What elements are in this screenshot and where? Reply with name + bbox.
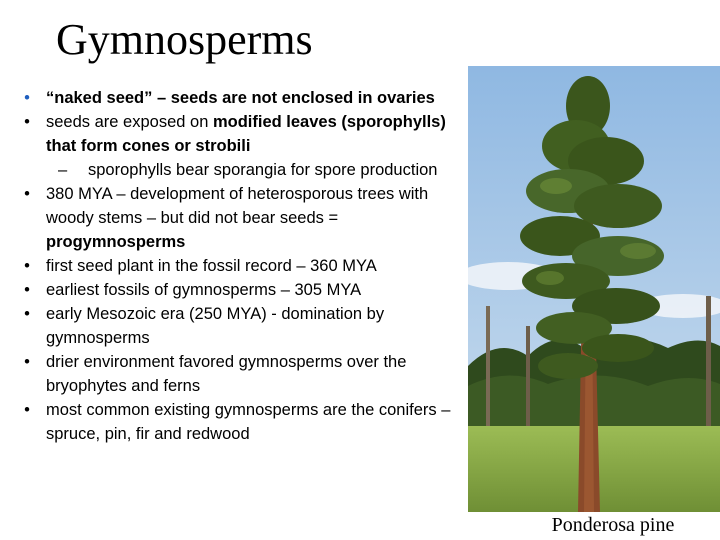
bullet-item: [14, 278, 454, 302]
bullet-item: [14, 86, 454, 110]
bullet-marker: •: [24, 185, 30, 203]
bullet-text: drier environment favored gymnosperms over the bryophytes and ferns: [46, 353, 407, 395]
bullet-text: modified leaves (sporophylls) that form cones or strobili: [46, 113, 446, 155]
bullet-marker: •: [24, 89, 30, 107]
dash-marker: –: [58, 161, 68, 179]
bullet-text: most common existing gymnosperms are the conifers – spruce, pin, fir and redwood: [46, 401, 451, 443]
bullet-text: sporophylls bear sporangia for spore production: [88, 161, 438, 179]
bullet-item: [14, 350, 454, 398]
bullet-text: earliest fossils of gymnosperms – 305 MYA: [46, 281, 362, 299]
bullet-marker: •: [24, 257, 30, 275]
bullet-text: seeds are exposed on: [46, 113, 213, 131]
bullet-item: [14, 182, 454, 254]
bullet-marker: •: [24, 305, 30, 323]
pine-tree-illustration: [468, 66, 720, 512]
bullet-text: progymnosperms: [46, 233, 186, 251]
bullet-marker: •: [24, 353, 30, 371]
bullet-marker: •: [24, 401, 30, 419]
bullet-item: [14, 302, 454, 350]
bullet-marker: •: [24, 113, 30, 131]
ponderosa-pine-photo: [468, 66, 720, 512]
bullet-list: [14, 86, 454, 446]
bullet-text: early Mesozoic era (250 MYA) - domination by gymnosperms: [46, 305, 385, 347]
bullet-text: first seed plant in the fossil record – 360 MYA: [46, 257, 377, 275]
bullet-text: 380 MYA – development of heterosporous trees with woody stems – but did not bear seeds =: [46, 185, 429, 227]
bullet-item: [14, 110, 454, 158]
bullet-item: [14, 398, 454, 446]
sub-bullet-item: [14, 158, 454, 182]
image-caption: Ponderosa pine: [551, 514, 675, 536]
slide-title: Gymnosperms: [56, 15, 313, 64]
bullet-marker: •: [24, 281, 30, 299]
bullet-text: “naked seed” – seeds are not enclosed in ovaries: [46, 89, 435, 107]
bullet-item: [14, 254, 454, 278]
